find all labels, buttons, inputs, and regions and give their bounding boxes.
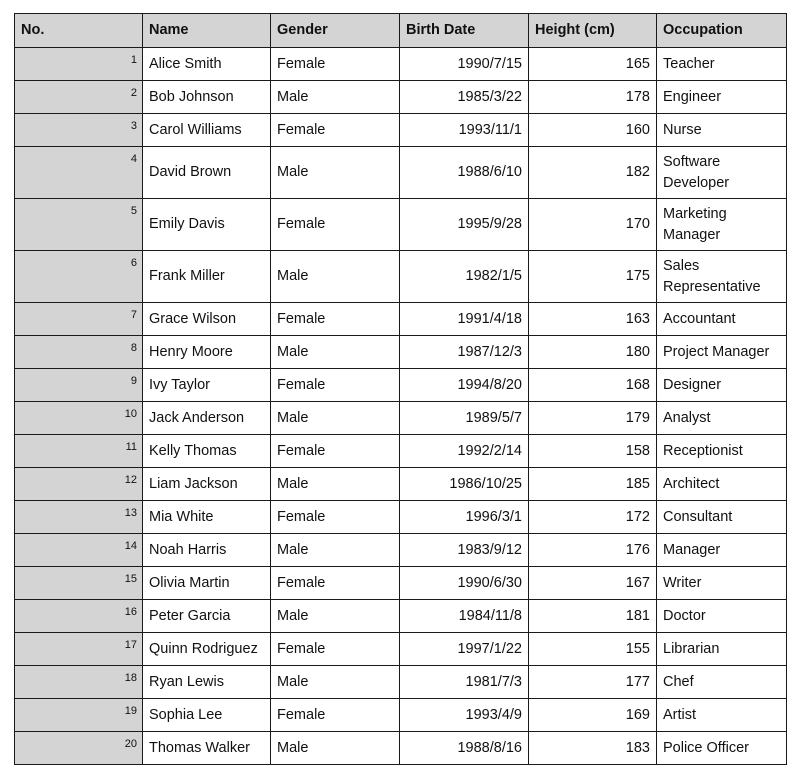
birth-date-cell[interactable]: 1991/4/18 xyxy=(400,303,529,336)
height-cell[interactable]: 182 xyxy=(529,147,657,199)
birth-date-cell[interactable]: 1983/9/12 xyxy=(400,534,529,567)
row-number-cell[interactable]: 19 xyxy=(15,699,143,732)
row-number-cell[interactable]: 9 xyxy=(15,369,143,402)
row-number-cell[interactable]: 16 xyxy=(15,600,143,633)
name-cell[interactable]: Henry Moore xyxy=(143,336,271,369)
height-cell[interactable]: 168 xyxy=(529,369,657,402)
table-row xyxy=(15,251,787,303)
row-number-cell[interactable]: 11 xyxy=(15,435,143,468)
gender-cell[interactable]: Male xyxy=(271,251,400,303)
name-cell[interactable]: Bob Johnson xyxy=(143,81,271,114)
row-number-cell[interactable]: 20 xyxy=(15,732,143,765)
height-cell[interactable]: 178 xyxy=(529,81,657,114)
birth-date-cell[interactable]: 1985/3/22 xyxy=(400,81,529,114)
gender-cell[interactable]: Male xyxy=(271,402,400,435)
birth-date-cell[interactable]: 1996/3/1 xyxy=(400,501,529,534)
occupation-cell[interactable]: Librarian xyxy=(657,633,787,666)
gender-cell[interactable]: Male xyxy=(271,336,400,369)
header-birth-date[interactable]: Birth Date xyxy=(400,14,529,48)
occupation-cell[interactable]: Consultant xyxy=(657,501,787,534)
height-cell[interactable]: 170 xyxy=(529,199,657,251)
name-cell[interactable]: Liam Jackson xyxy=(143,468,271,501)
table-row xyxy=(15,369,787,402)
table-row xyxy=(15,435,787,468)
header-no[interactable]: No. xyxy=(15,14,143,48)
gender-cell[interactable]: Male xyxy=(271,534,400,567)
name-cell[interactable]: Kelly Thomas xyxy=(143,435,271,468)
header-gender[interactable]: Gender xyxy=(271,14,400,48)
gender-cell[interactable]: Female xyxy=(271,114,400,147)
birth-date-cell[interactable]: 1988/6/10 xyxy=(400,147,529,199)
height-cell[interactable]: 183 xyxy=(529,732,657,765)
row-number-cell[interactable]: 1 xyxy=(15,48,143,81)
birth-date-cell[interactable]: 1982/1/5 xyxy=(400,251,529,303)
height-cell[interactable]: 172 xyxy=(529,501,657,534)
height-cell[interactable]: 155 xyxy=(529,633,657,666)
occupation-cell[interactable]: Marketing Manager xyxy=(657,199,787,251)
row-number-cell[interactable]: 7 xyxy=(15,303,143,336)
table-row xyxy=(15,48,787,81)
occupation-cell[interactable]: Artist xyxy=(657,699,787,732)
name-cell[interactable]: Noah Harris xyxy=(143,534,271,567)
table-row xyxy=(15,732,787,765)
gender-cell[interactable]: Female xyxy=(271,199,400,251)
row-number-cell[interactable]: 4 xyxy=(15,147,143,199)
gender-cell[interactable]: Female xyxy=(271,369,400,402)
name-cell[interactable]: Sophia Lee xyxy=(143,699,271,732)
occupation-cell[interactable]: Doctor xyxy=(657,600,787,633)
data-table-container xyxy=(14,13,786,765)
name-cell[interactable]: David Brown xyxy=(143,147,271,199)
gender-cell[interactable]: Male xyxy=(271,666,400,699)
occupation-cell[interactable]: Nurse xyxy=(657,114,787,147)
table-row xyxy=(15,402,787,435)
height-cell[interactable]: 177 xyxy=(529,666,657,699)
name-cell[interactable]: Peter Garcia xyxy=(143,600,271,633)
table-row xyxy=(15,336,787,369)
name-cell[interactable]: Quinn Rodriguez xyxy=(143,633,271,666)
gender-cell[interactable]: Male xyxy=(271,732,400,765)
height-cell[interactable]: 165 xyxy=(529,48,657,81)
birth-date-cell[interactable]: 1993/4/9 xyxy=(400,699,529,732)
name-cell[interactable]: Grace Wilson xyxy=(143,303,271,336)
table-row xyxy=(15,633,787,666)
height-cell[interactable]: 180 xyxy=(529,336,657,369)
gender-cell[interactable]: Female xyxy=(271,633,400,666)
height-cell[interactable]: 167 xyxy=(529,567,657,600)
row-number-cell[interactable]: 6 xyxy=(15,251,143,303)
name-cell[interactable]: Carol Williams xyxy=(143,114,271,147)
gender-cell[interactable]: Male xyxy=(271,81,400,114)
row-number-cell[interactable]: 18 xyxy=(15,666,143,699)
table-body xyxy=(15,48,787,765)
table-row xyxy=(15,303,787,336)
gender-cell[interactable]: Female xyxy=(271,699,400,732)
occupation-cell[interactable]: Project Manager xyxy=(657,336,787,369)
row-number-cell[interactable]: 5 xyxy=(15,199,143,251)
birth-date-cell[interactable]: 1992/2/14 xyxy=(400,435,529,468)
occupation-cell[interactable]: Sales Representative xyxy=(657,251,787,303)
name-cell[interactable]: Emily Davis xyxy=(143,199,271,251)
gender-cell[interactable]: Male xyxy=(271,147,400,199)
gender-cell[interactable]: Female xyxy=(271,567,400,600)
birth-date-cell[interactable]: 1986/10/25 xyxy=(400,468,529,501)
birth-date-cell[interactable]: 1995/9/28 xyxy=(400,199,529,251)
height-cell[interactable]: 181 xyxy=(529,600,657,633)
occupation-cell[interactable]: Manager xyxy=(657,534,787,567)
table-row xyxy=(15,147,787,199)
occupation-cell[interactable]: Designer xyxy=(657,369,787,402)
birth-date-cell[interactable]: 1993/11/1 xyxy=(400,114,529,147)
table-row xyxy=(15,699,787,732)
table-row xyxy=(15,114,787,147)
occupation-cell[interactable]: Teacher xyxy=(657,48,787,81)
table-row xyxy=(15,600,787,633)
occupation-cell[interactable]: Architect xyxy=(657,468,787,501)
occupation-cell[interactable]: Software Developer xyxy=(657,147,787,199)
height-cell[interactable]: 175 xyxy=(529,251,657,303)
birth-date-cell[interactable]: 1981/7/3 xyxy=(400,666,529,699)
name-cell[interactable]: Jack Anderson xyxy=(143,402,271,435)
people-table xyxy=(14,13,787,765)
name-cell[interactable]: Ivy Taylor xyxy=(143,369,271,402)
birth-date-cell[interactable]: 1987/12/3 xyxy=(400,336,529,369)
height-cell[interactable]: 158 xyxy=(529,435,657,468)
occupation-cell[interactable]: Writer xyxy=(657,567,787,600)
occupation-cell[interactable]: Chef xyxy=(657,666,787,699)
height-cell[interactable]: 160 xyxy=(529,114,657,147)
row-number-cell[interactable]: 3 xyxy=(15,114,143,147)
height-cell[interactable]: 163 xyxy=(529,303,657,336)
name-cell[interactable]: Mia White xyxy=(143,501,271,534)
height-cell[interactable]: 179 xyxy=(529,402,657,435)
table-row xyxy=(15,567,787,600)
table-row xyxy=(15,199,787,251)
birth-date-cell[interactable]: 1997/1/22 xyxy=(400,633,529,666)
table-row xyxy=(15,81,787,114)
row-number-cell[interactable]: 12 xyxy=(15,468,143,501)
occupation-cell[interactable]: Engineer xyxy=(657,81,787,114)
birth-date-cell[interactable]: 1988/8/16 xyxy=(400,732,529,765)
birth-date-cell[interactable]: 1990/7/15 xyxy=(400,48,529,81)
gender-cell[interactable]: Male xyxy=(271,600,400,633)
occupation-cell[interactable]: Analyst xyxy=(657,402,787,435)
header-occupation[interactable]: Occupation xyxy=(657,14,787,48)
occupation-cell[interactable]: Police Officer xyxy=(657,732,787,765)
gender-cell[interactable]: Female xyxy=(271,435,400,468)
gender-cell[interactable]: Female xyxy=(271,303,400,336)
header-row xyxy=(15,14,787,48)
gender-cell[interactable]: Male xyxy=(271,468,400,501)
name-cell[interactable]: Thomas Walker xyxy=(143,732,271,765)
row-number-cell[interactable]: 10 xyxy=(15,402,143,435)
row-number-cell[interactable]: 8 xyxy=(15,336,143,369)
table-row xyxy=(15,468,787,501)
height-cell[interactable]: 169 xyxy=(529,699,657,732)
birth-date-cell[interactable]: 1990/6/30 xyxy=(400,567,529,600)
row-number-cell[interactable]: 14 xyxy=(15,534,143,567)
name-cell[interactable]: Olivia Martin xyxy=(143,567,271,600)
row-number-cell[interactable]: 17 xyxy=(15,633,143,666)
row-number-cell[interactable]: 13 xyxy=(15,501,143,534)
name-cell[interactable]: Ryan Lewis xyxy=(143,666,271,699)
table-row xyxy=(15,501,787,534)
gender-cell[interactable]: Female xyxy=(271,48,400,81)
row-number-cell[interactable]: 2 xyxy=(15,81,143,114)
header-height[interactable]: Height (cm) xyxy=(529,14,657,48)
table-row xyxy=(15,534,787,567)
height-cell[interactable]: 176 xyxy=(529,534,657,567)
row-number-cell[interactable]: 15 xyxy=(15,567,143,600)
birth-date-cell[interactable]: 1989/5/7 xyxy=(400,402,529,435)
occupation-cell[interactable]: Accountant xyxy=(657,303,787,336)
birth-date-cell[interactable]: 1994/8/20 xyxy=(400,369,529,402)
name-cell[interactable]: Frank Miller xyxy=(143,251,271,303)
name-cell[interactable]: Alice Smith xyxy=(143,48,271,81)
height-cell[interactable]: 185 xyxy=(529,468,657,501)
table-row xyxy=(15,666,787,699)
header-name[interactable]: Name xyxy=(143,14,271,48)
gender-cell[interactable]: Female xyxy=(271,501,400,534)
occupation-cell[interactable]: Receptionist xyxy=(657,435,787,468)
birth-date-cell[interactable]: 1984/11/8 xyxy=(400,600,529,633)
